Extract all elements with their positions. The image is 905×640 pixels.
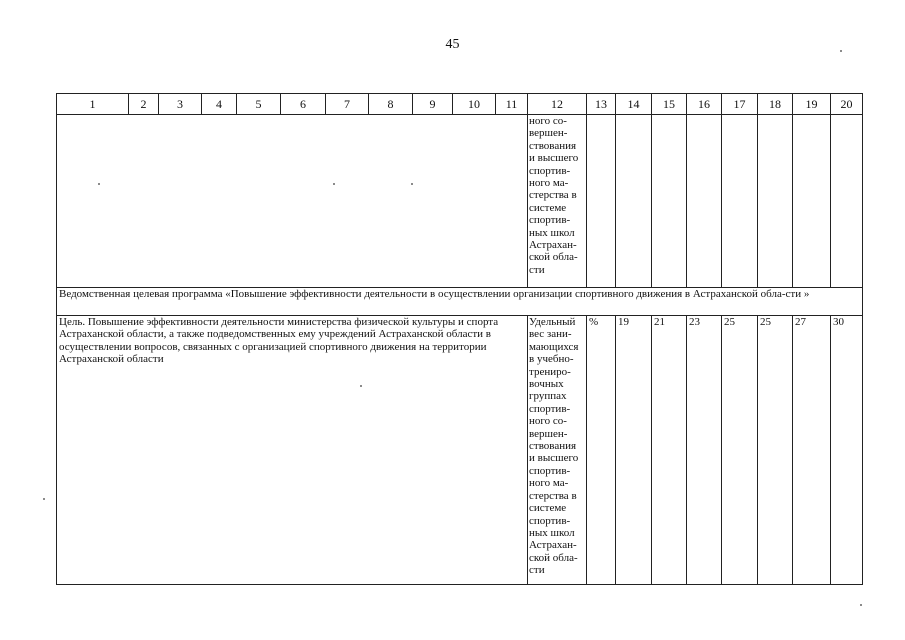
column-number: 4 [202,94,237,115]
indicator-name-cell: ного со- вершен- ствования и высшего спортив- ного ма- стерства в системе спортив- ных школ Астрахан- ской обла- сти [528,115,587,288]
scan-speck [860,604,862,606]
value-cell: 25 [722,316,758,585]
program-row [57,288,863,316]
empty-cell [587,115,616,288]
goal-text-cell: Цель. Повышение эффективности деятельности министерства физической культуры и спорта Астраханской области, а также подведомственных ему учреждений Астраханской области в осуществлении вопросов, связанных с организацией спортивного движения на территории Астраханской области [57,316,528,585]
column-number: 19 [793,94,831,115]
column-number: 8 [369,94,413,115]
value-cell: 30 [831,316,863,585]
column-number: 3 [159,94,202,115]
column-number: 2 [129,94,159,115]
column-number: 18 [758,94,793,115]
column-number: 10 [453,94,496,115]
empty-cell [687,115,722,288]
column-number: 11 [496,94,528,115]
column-number: 15 [652,94,687,115]
program-title-cell: Ведомственная целевая программа «Повышение эффективности деятельности в осуществлении организации спортивного движения в Астраханской обла-сти » [57,288,863,316]
column-number: 17 [722,94,758,115]
continuation-row [57,115,863,288]
value-cell: 27 [793,316,831,585]
column-number: 16 [687,94,722,115]
value-cell: 21 [652,316,687,585]
indicator-name-cell: Удельный вес зани- мающихся в учебно- трениро- вочных группах спортив- ного со- вершен- ствования и высшего спортив- ного ма- стерства в системе спортив- ных школ Астрахан- ской обла- сти [528,316,587,585]
column-number: 7 [326,94,369,115]
scan-speck [43,498,45,500]
value-cell: 19 [616,316,652,585]
goal-row [57,316,863,585]
column-number: 12 [528,94,587,115]
indicator-table [56,93,863,585]
empty-cell [758,115,793,288]
column-number: 5 [237,94,281,115]
column-number: 20 [831,94,863,115]
continuation-empty-cell [57,115,528,288]
scan-speck [360,385,362,387]
column-number-row [57,94,863,115]
column-number: 1 [57,94,129,115]
empty-cell [793,115,831,288]
empty-cell [722,115,758,288]
empty-cell [831,115,863,288]
empty-cell [652,115,687,288]
scan-speck [411,183,413,185]
page-number: 45 [445,37,460,52]
scan-speck [840,50,842,52]
value-cell: 25 [758,316,793,585]
column-number: 6 [281,94,326,115]
value-cell: 23 [687,316,722,585]
column-number: 13 [587,94,616,115]
empty-cell [616,115,652,288]
unit-cell: % [587,316,616,585]
column-number: 9 [413,94,453,115]
scan-speck [333,183,335,185]
column-number: 14 [616,94,652,115]
scan-speck [98,183,100,185]
